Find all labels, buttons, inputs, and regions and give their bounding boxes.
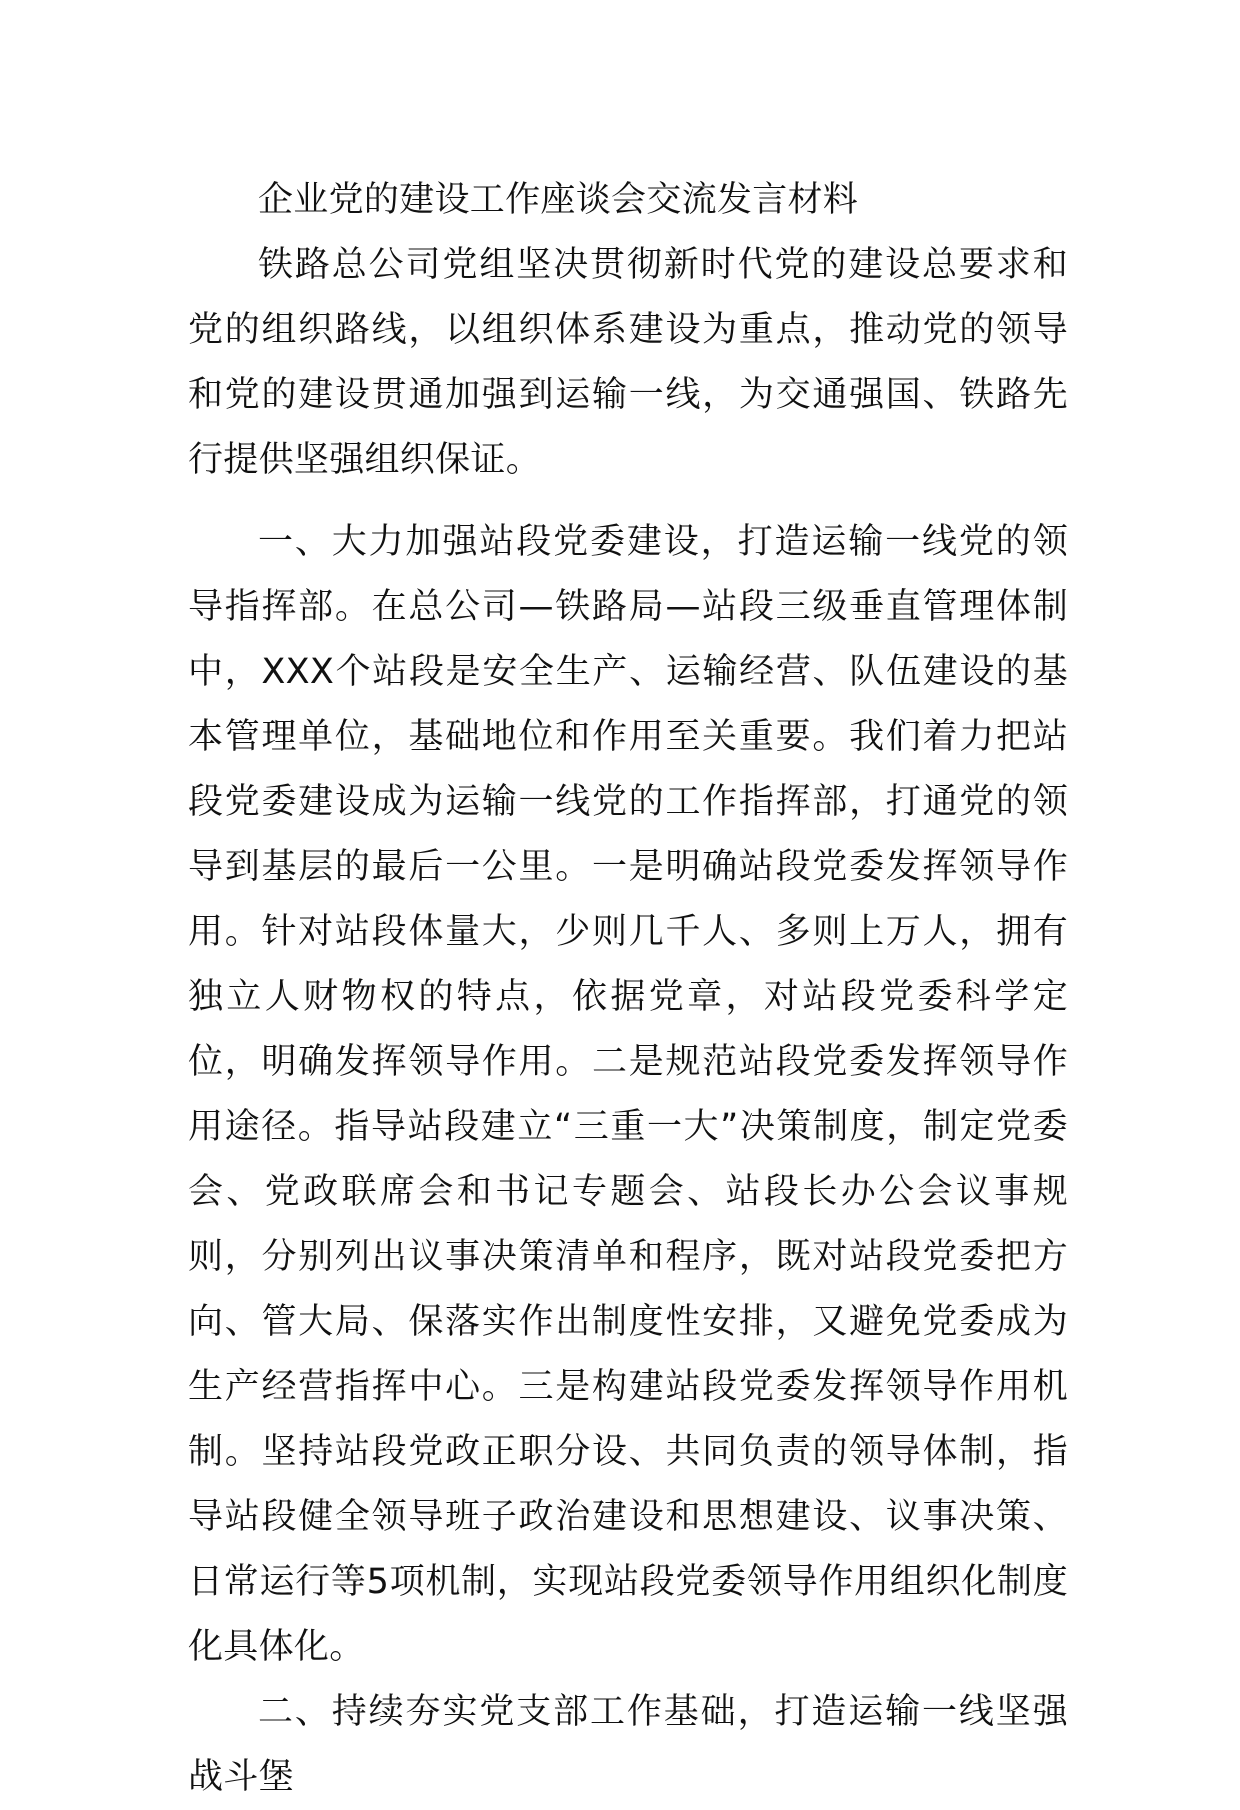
paragraph-section-two: 二、持续夯实党支部工作基础，打造运输一线坚强战斗堡 bbox=[188, 1692, 1068, 1797]
paragraph-section-one: 一、大力加强站段党委建设，打造运输一线党的领导指挥部。在总公司—铁路局—站段三级垂直管理体制中，XXX个站段是安全生产、运输经营、队伍建设的基本管理单位，基础地位和作用至关重要。我们着力把站段党委建设成为运输一线党的工作指挥部，打通党的领导到基层的最后一公里。一是明确站段党委发挥领导作用。针对站段体量大，少则几千人、多则上万人，拥有独立人财物权的特点，依据党章，对站段党委科学定位，明确发挥领导作用。二是规范站段党委发挥领导作用途径。指导站段建立“三重一大”决策制度，制定党委会、党政联席会和书记专题会、站段长办公会议事规则，分别列出议事决策清单和程序，既对站段党委把方向、管大局、保落实作出制度性安排，又避免党委成为生产经营指挥中心。三是构建站段党委发挥领导作用机制。坚持站段党政正职分设、共同负责的领导体制，指导站段健全领导班子政治建设和思想建设、议事决策、日常运行等5项机制，实现站段党委领导作用组织化制度化具体化。 bbox=[188, 522, 1068, 1667]
paragraph-intro: 铁路总公司党组坚决贯彻新时代党的建设总要求和党的组织路线，以组织体系建设为重点，推动党的领导和党的建设贯通加强到运输一线，为交通强国、铁路先行提供坚强组织保证。 bbox=[188, 245, 1068, 480]
document-title: 企业党的建设工作座谈会交流发言材料 bbox=[258, 180, 859, 220]
document-body bbox=[188, 168, 1068, 1810]
